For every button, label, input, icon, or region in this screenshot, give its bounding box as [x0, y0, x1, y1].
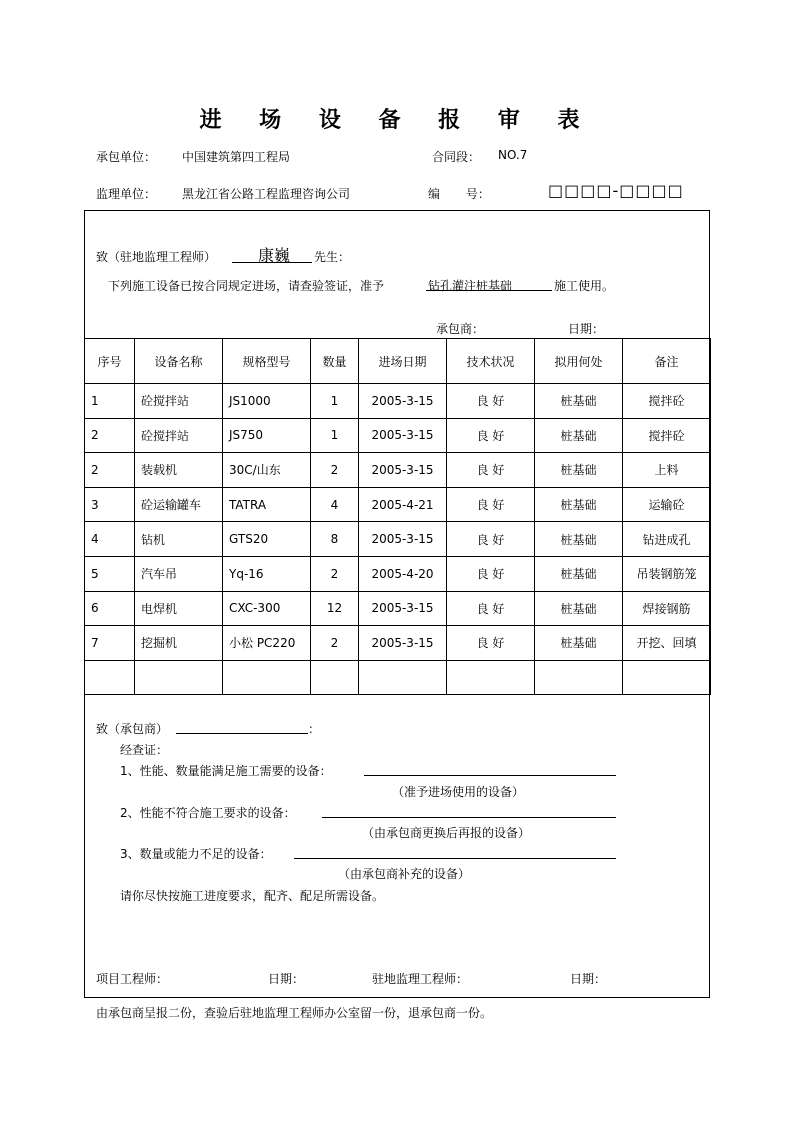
table-row [85, 591, 711, 626]
engineer-name: 康巍 [258, 246, 291, 265]
row-index: 3 [85, 487, 135, 522]
tech-status: 良 好 [447, 487, 535, 522]
tech-status: 良 好 [447, 453, 535, 488]
number-value: □□□□-□□□□ [548, 181, 684, 200]
row-index: 2 [85, 418, 135, 453]
intended-use: 桩基础 [535, 591, 623, 626]
contract-label: 合同段： [432, 150, 481, 164]
request-usage: 钻孔灌注桩基础 [428, 279, 513, 293]
item-2-line [322, 817, 616, 818]
contract-value: NO.7 [498, 148, 528, 162]
contractor-value: 中国建筑第四工程局 [182, 150, 291, 164]
resident-engineer-label: 驻地监理工程师： [372, 972, 469, 986]
equipment-model: Yq-16 [223, 556, 311, 591]
intended-use: 桩基础 [535, 522, 623, 557]
row-index: 5 [85, 556, 135, 591]
remarks: 运输砼 [623, 487, 711, 522]
contractor-sign-label: 承包商： [436, 322, 485, 336]
equipment-name: 汽车吊 [135, 556, 223, 591]
usage-underline [426, 290, 552, 291]
intended-use: 桩基础 [535, 626, 623, 661]
equipment-model: 小松 PC220 [223, 626, 311, 661]
remarks: 吊装钢筋笼 [623, 556, 711, 591]
entry-date: 2005-3-15 [359, 418, 447, 453]
reply-to: 致（承包商） [96, 722, 169, 736]
entry-date: 2005-3-15 [359, 591, 447, 626]
equipment-name: 钻机 [135, 522, 223, 557]
row-index [85, 660, 135, 695]
number-label: 编 号： [428, 187, 490, 201]
tech-status: 良 好 [447, 556, 535, 591]
date-2-label: 日期： [570, 972, 607, 986]
request-to-prefix: 致（驻地监理工程师） [96, 250, 217, 264]
reply-to-line [176, 733, 308, 734]
reply-closing: 请你尽快按施工进度要求，配齐、配足所需设备。 [120, 889, 385, 903]
reply-item-3: 3、数量或能力不足的设备： [120, 847, 272, 861]
entry-date: 2005-3-15 [359, 626, 447, 661]
equipment-qty: 2 [311, 626, 359, 661]
equipment-model: JS750 [223, 418, 311, 453]
reply-item-1-note: （准予进场使用的设备） [392, 785, 525, 799]
row-index: 4 [85, 522, 135, 557]
header-cell: 设备名称 [135, 339, 223, 384]
request-body-suffix: 施工使用。 [554, 279, 615, 293]
header-cell: 备注 [623, 339, 711, 384]
tech-status: 良 好 [447, 591, 535, 626]
equipment-qty: 2 [311, 453, 359, 488]
intended-use: 桩基础 [535, 384, 623, 419]
intended-use: 桩基础 [535, 453, 623, 488]
table-row [85, 453, 711, 488]
tech-status [447, 660, 535, 695]
equipment-qty: 2 [311, 556, 359, 591]
equipment-name: 装载机 [135, 453, 223, 488]
contractor-label: 承包单位： [96, 150, 157, 164]
intended-use: 桩基础 [535, 556, 623, 591]
equipment-qty: 12 [311, 591, 359, 626]
remarks [623, 660, 711, 695]
header-cell: 进场日期 [359, 339, 447, 384]
tech-status: 良 好 [447, 384, 535, 419]
date-1-label: 日期： [268, 972, 305, 986]
header-cell: 序号 [85, 339, 135, 384]
reply-item-2-note: （由承包商更换后再报的设备） [362, 826, 531, 840]
entry-date: 2005-4-20 [359, 556, 447, 591]
entry-date [359, 660, 447, 695]
header-cell: 技术状况 [447, 339, 535, 384]
row-index: 2 [85, 453, 135, 488]
remarks: 开挖、回填 [623, 626, 711, 661]
table-row [85, 556, 711, 591]
remarks: 搅拌砼 [623, 384, 711, 419]
remarks: 上料 [623, 453, 711, 488]
form-title: 进 场 设 备 报 审 表 [199, 107, 595, 133]
request-to-suffix: 先生： [314, 250, 351, 264]
equipment-model [223, 660, 311, 695]
entry-date: 2005-3-15 [359, 384, 447, 419]
equipment-qty: 4 [311, 487, 359, 522]
row-index: 1 [85, 384, 135, 419]
supervisor-value: 黑龙江省公路工程监理咨询公司 [182, 187, 351, 201]
equipment-model: 30C/山东 [223, 453, 311, 488]
equipment-model: JS1000 [223, 384, 311, 419]
equipment-model: GTS20 [223, 522, 311, 557]
footnote: 由承包商呈报二份，查验后驻地监理工程师办公室留一份，退承包商一份。 [96, 1006, 493, 1020]
entry-date: 2005-3-15 [359, 522, 447, 557]
equipment-name: 电焊机 [135, 591, 223, 626]
table-row [85, 418, 711, 453]
reply-item-2: 2、性能不符合施工要求的设备： [120, 806, 296, 820]
request-date-label: 日期： [568, 322, 605, 336]
row-index: 7 [85, 626, 135, 661]
equipment-name [135, 660, 223, 695]
item-1-line [364, 775, 616, 776]
row-index: 6 [85, 591, 135, 626]
table-row [85, 626, 711, 661]
supervisor-label: 监理单位： [96, 187, 157, 201]
item-3-line [294, 858, 616, 859]
equipment-name: 砼运输罐车 [135, 487, 223, 522]
equipment-name: 砼搅拌站 [135, 418, 223, 453]
project-engineer-label: 项目工程师： [96, 972, 169, 986]
header-cell: 规格型号 [223, 339, 311, 384]
header-cell: 拟用何处 [535, 339, 623, 384]
entry-date: 2005-4-21 [359, 487, 447, 522]
reply-item-3-note: （由承包商补充的设备） [338, 867, 471, 881]
table-row [85, 660, 711, 695]
equipment-model: TATRA [223, 487, 311, 522]
intended-use [535, 660, 623, 695]
equipment-model: CXC-300 [223, 591, 311, 626]
request-body-prefix: 下列施工设备已按合同规定进场，请查验签证，准予 [108, 279, 385, 293]
table-row [85, 487, 711, 522]
reply-item-1: 1、性能、数量能满足施工需要的设备： [120, 764, 332, 778]
remarks: 搅拌砼 [623, 418, 711, 453]
entry-date: 2005-3-15 [359, 453, 447, 488]
table-row [85, 522, 711, 557]
intended-use: 桩基础 [535, 487, 623, 522]
equipment-qty: 8 [311, 522, 359, 557]
tech-status: 良 好 [447, 418, 535, 453]
reply-to-colon: ： [308, 722, 321, 736]
remarks: 焊接钢筋 [623, 591, 711, 626]
equipment-qty: 1 [311, 384, 359, 419]
equipment-qty [311, 660, 359, 695]
reply-checked: 经查证： [120, 743, 169, 757]
equipment-name: 挖掘机 [135, 626, 223, 661]
tech-status: 良 好 [447, 522, 535, 557]
equipment-name: 砼搅拌站 [135, 384, 223, 419]
header-cell: 数量 [311, 339, 359, 384]
table-header-row [85, 339, 711, 384]
tech-status: 良 好 [447, 626, 535, 661]
intended-use: 桩基础 [535, 418, 623, 453]
equipment-table [84, 338, 711, 695]
remarks: 钻进成孔 [623, 522, 711, 557]
table-row [85, 384, 711, 419]
equipment-qty: 1 [311, 418, 359, 453]
